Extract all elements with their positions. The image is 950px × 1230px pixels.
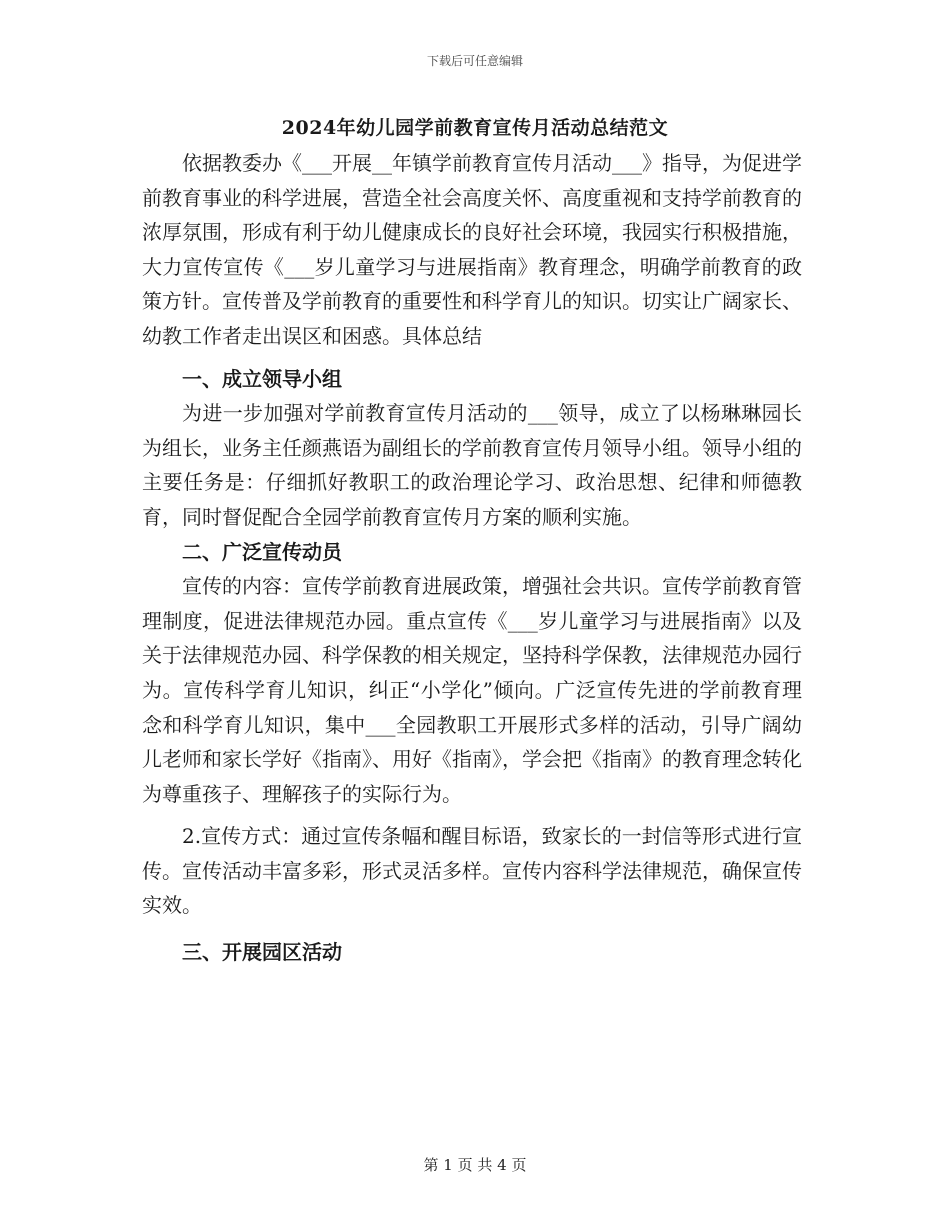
section-2-paragraph-2: 2.宣传方式：通过宣传条幅和醒目标语，致家长的一封信等形式进行宣传。宣传活动丰富多彩，形式灵活多样。宣传内容科学法律规范，确保宣传实效。 [142, 824, 802, 918]
section-1-paragraph: 为进一步加强对学前教育宣传月活动的___领导，成立了以杨琳琳园长为组长，业务主任颜燕语为副组长的学前教育宣传月领导小组。领导小组的主要任务是：仔细抓好教职工的政治理论学习、政治思想、纪律和师德教育，同时督促配合全园学前教育宣传月方案的顺利实施。 [142, 401, 802, 529]
section-3-heading: 三、开展园区活动 [182, 940, 342, 965]
page-number: 第 1 页 共 4 页 [423, 1156, 527, 1174]
section-2-heading: 二、广泛宣传动员 [182, 539, 342, 564]
page-header-note: 下载后可任意编辑 [426, 54, 523, 68]
section-1-heading: 一、成立领导小组 [182, 366, 342, 391]
intro-paragraph: 依据教委办《___开展__年镇学前教育宣传月活动___》指导，为促进学前教育事业的科学进展，营造全社会高度关怀、高度重视和支持学前教育的浓厚氛围，形成有利于幼儿健康成长的良好社会环境，我园实行积极措施，大力宣传宣传《___岁儿童学习与进展指南》教育理念，明确学前教育的政策方针。宣传普及学前教育的重要性和科学育儿的知识。切实让广阔家长、幼教工作者走出误区和困惑。具体总结 [142, 151, 802, 348]
section-2-paragraph-1: 宣传的内容：宣传学前教育进展政策，增强社会共识。宣传学前教育管理制度，促进法律规范办园。重点宣传《___岁儿童学习与进展指南》以及关于法律规范办园、科学保教的相关规定，坚持科学保教，法律规范办园行为。宣传科学育儿知识，纠正“小学化”倾向。广泛宣传先进的学前教育理念和科学育儿知识，集中___全园教职工开展形式多样的活动，引导广阔幼儿老师和家长学好《指南》、用好《指南》，学会把《指南》的教育理念转化为尊重孩子、理解孩子的实际行为。 [142, 574, 802, 806]
document-body [142, 146, 802, 970]
document-title: 2024年幼儿园学前教育宣传月活动总结范文 [281, 117, 669, 139]
